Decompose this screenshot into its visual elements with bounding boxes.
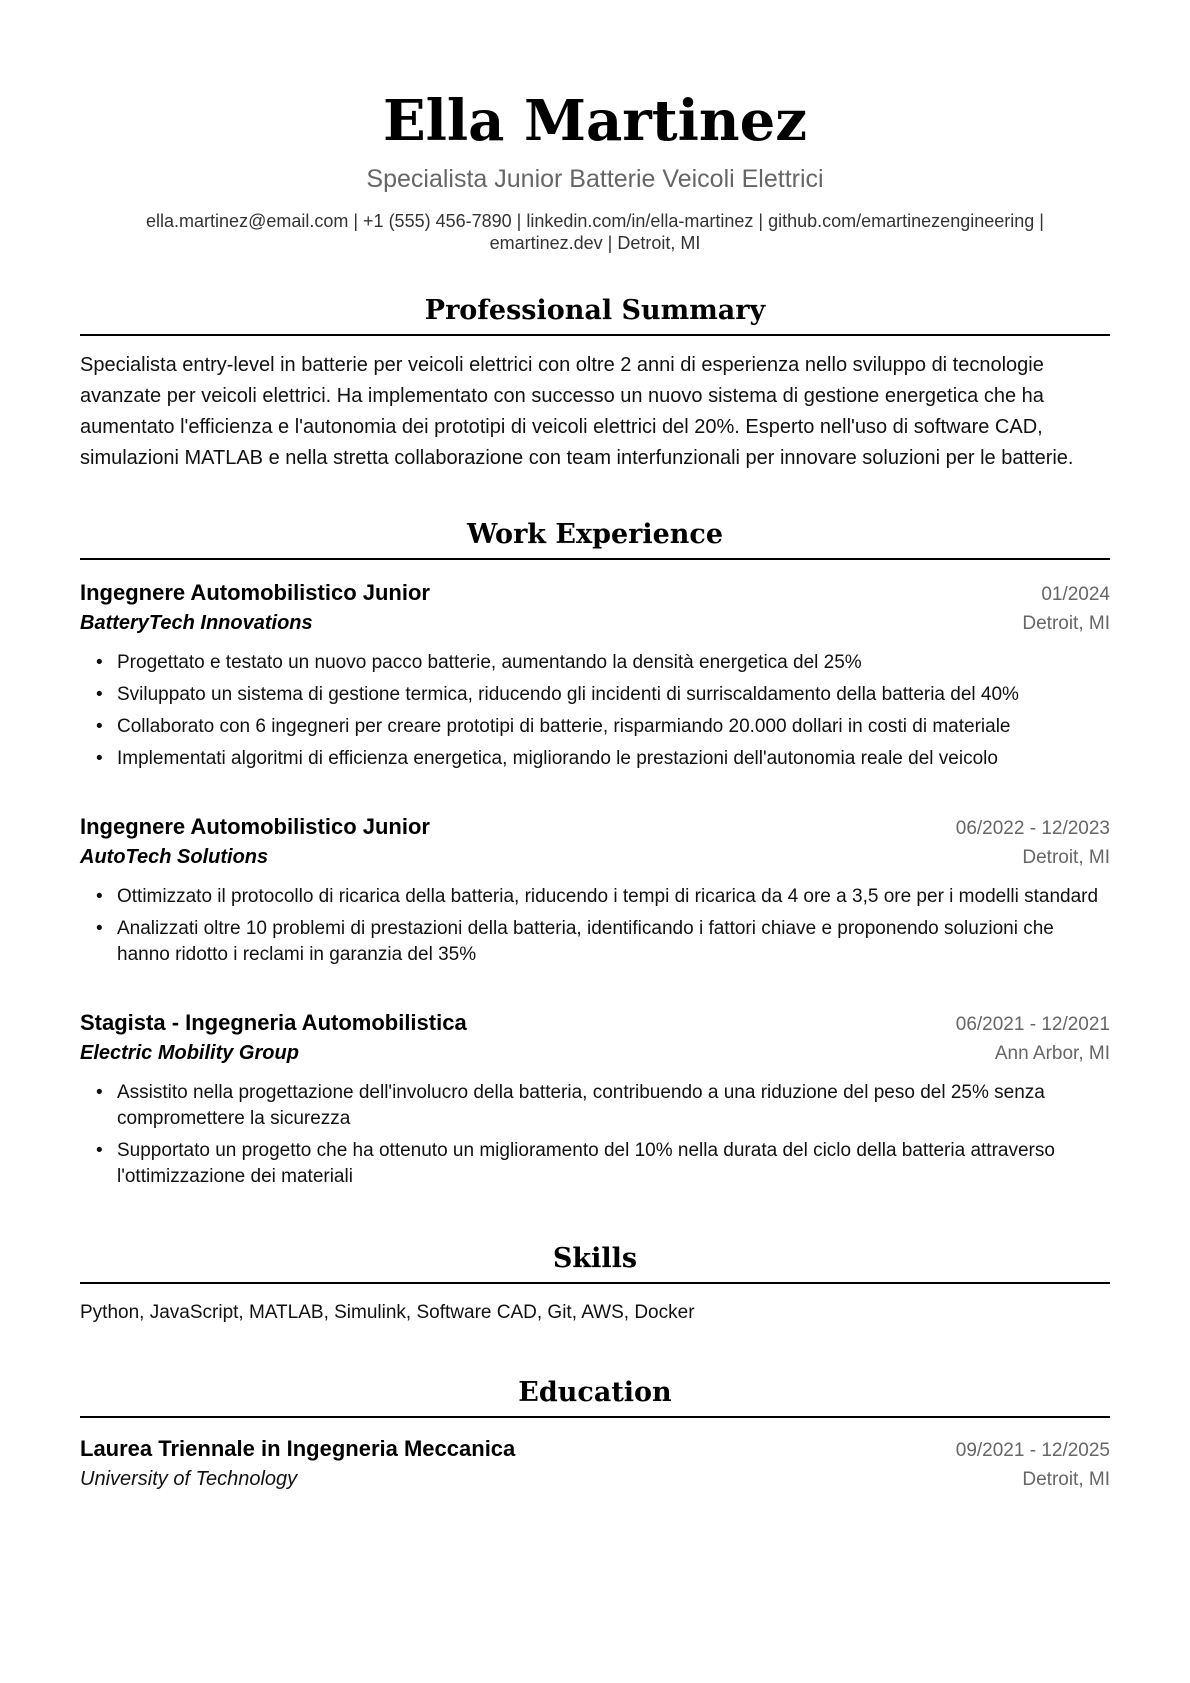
job-date: 06/2022 - 12/2023 (955, 818, 1110, 839)
education-heading: Education (80, 1376, 1110, 1418)
job-location: Ann Arbor, MI (994, 1043, 1110, 1064)
job-bullet: • Sviluppato un sistema di gestione termica, riducendo gli incidenti di surriscaldamento della batteria del 40% (117, 682, 1110, 708)
degree-title: Laurea Triennale in Ingegneria Meccanica (80, 1436, 516, 1461)
job-bullet: • Analizzati oltre 10 problemi di prestazioni della batteria, identificando i fattori chiave e proponendo soluzioni che hanno ridotto i reclami in garanzia del 35% (117, 916, 1110, 968)
job-title: Ingegnere Automobilistico Junior (80, 814, 430, 839)
resume-header (80, 88, 1110, 254)
candidate-title: Specialista Junior Batterie Veicoli Elettrici (366, 165, 824, 193)
job-bullets (80, 1080, 1110, 1190)
job-company: AutoTech Solutions (80, 846, 269, 868)
education-location: Detroit, MI (1022, 1469, 1110, 1490)
job-entry (80, 812, 1110, 968)
job-location: Detroit, MI (1022, 613, 1110, 634)
education-date: 09/2021 - 12/2025 (955, 1440, 1110, 1461)
summary-section (80, 294, 1110, 474)
job-bullets (80, 884, 1110, 968)
job-company: BatteryTech Innovations (80, 612, 313, 634)
job-title: Ingegnere Automobilistico Junior (80, 580, 430, 605)
job-company: Electric Mobility Group (80, 1042, 299, 1064)
education-entry (80, 1434, 1110, 1494)
job-bullets (80, 650, 1110, 772)
job-bullet: • Collaborato con 6 ingegneri per creare prototipi di batterie, risparmiando 20.000 dollari in costi di materiale (117, 714, 1110, 740)
job-date: 06/2021 - 12/2021 (955, 1014, 1110, 1035)
job-title: Stagista - Ingegneria Automobilistica (80, 1010, 467, 1035)
work-section (80, 518, 1110, 1190)
job-entry (80, 578, 1110, 772)
work-heading: Work Experience (80, 518, 1110, 560)
skills-section (80, 1242, 1110, 1326)
skills-heading: Skills (80, 1242, 1110, 1284)
summary-text: Specialista entry-level in batterie per veicoli elettrici con oltre 2 anni di esperienza nello sviluppo di tecnologie avanzate per veicoli elettrici. Ha implementato con successo un nuovo sistema di gestione energetica che ha aumentato l'efficienza e l'autonomia dei prototipi di veicoli elettrici del 20%. Esperto nell'uso di software CAD, simulazioni MATLAB e nella stretta collaborazione con team interfunzionali per innovare soluzioni per le batterie. (80, 354, 1074, 469)
education-section (80, 1376, 1110, 1494)
contact-line: ella.martinez@email.com | +1 (555) 456-7890 | linkedin.com/in/ella-martinez | github.com/emartinezengineering | emartinez.dev | Detroit, MI (146, 211, 1044, 253)
job-location: Detroit, MI (1022, 847, 1110, 868)
job-bullet: • Progettato e testato un nuovo pacco batterie, aumentando la densità energetica del 25% (117, 650, 1110, 676)
job-bullet: • Implementati algoritmi di efficienza energetica, migliorando le prestazioni dell'autonomia reale del veicolo (117, 746, 1110, 772)
summary-heading: Professional Summary (80, 294, 1110, 336)
job-bullet: • Supportato un progetto che ha ottenuto un miglioramento del 10% nella durata del ciclo della batteria attraverso l'ottimizzazione dei materiali (117, 1138, 1110, 1190)
job-bullet: • Assistito nella progettazione dell'involucro della batteria, contribuendo a una riduzione del peso del 25% senza compromettere la sicurezza (117, 1080, 1110, 1132)
job-entry (80, 1008, 1110, 1190)
job-bullet: • Ottimizzato il protocollo di ricarica della batteria, riducendo i tempi di ricarica da 4 ore a 3,5 ore per i modelli standard (117, 884, 1110, 910)
school-name: University of Technology (80, 1468, 298, 1490)
job-date: 01/2024 (1041, 584, 1110, 605)
candidate-name: Ella Martinez (382, 88, 808, 154)
skills-list: Python, JavaScript, MATLAB, Simulink, Software CAD, Git, AWS, Docker (80, 1302, 695, 1323)
